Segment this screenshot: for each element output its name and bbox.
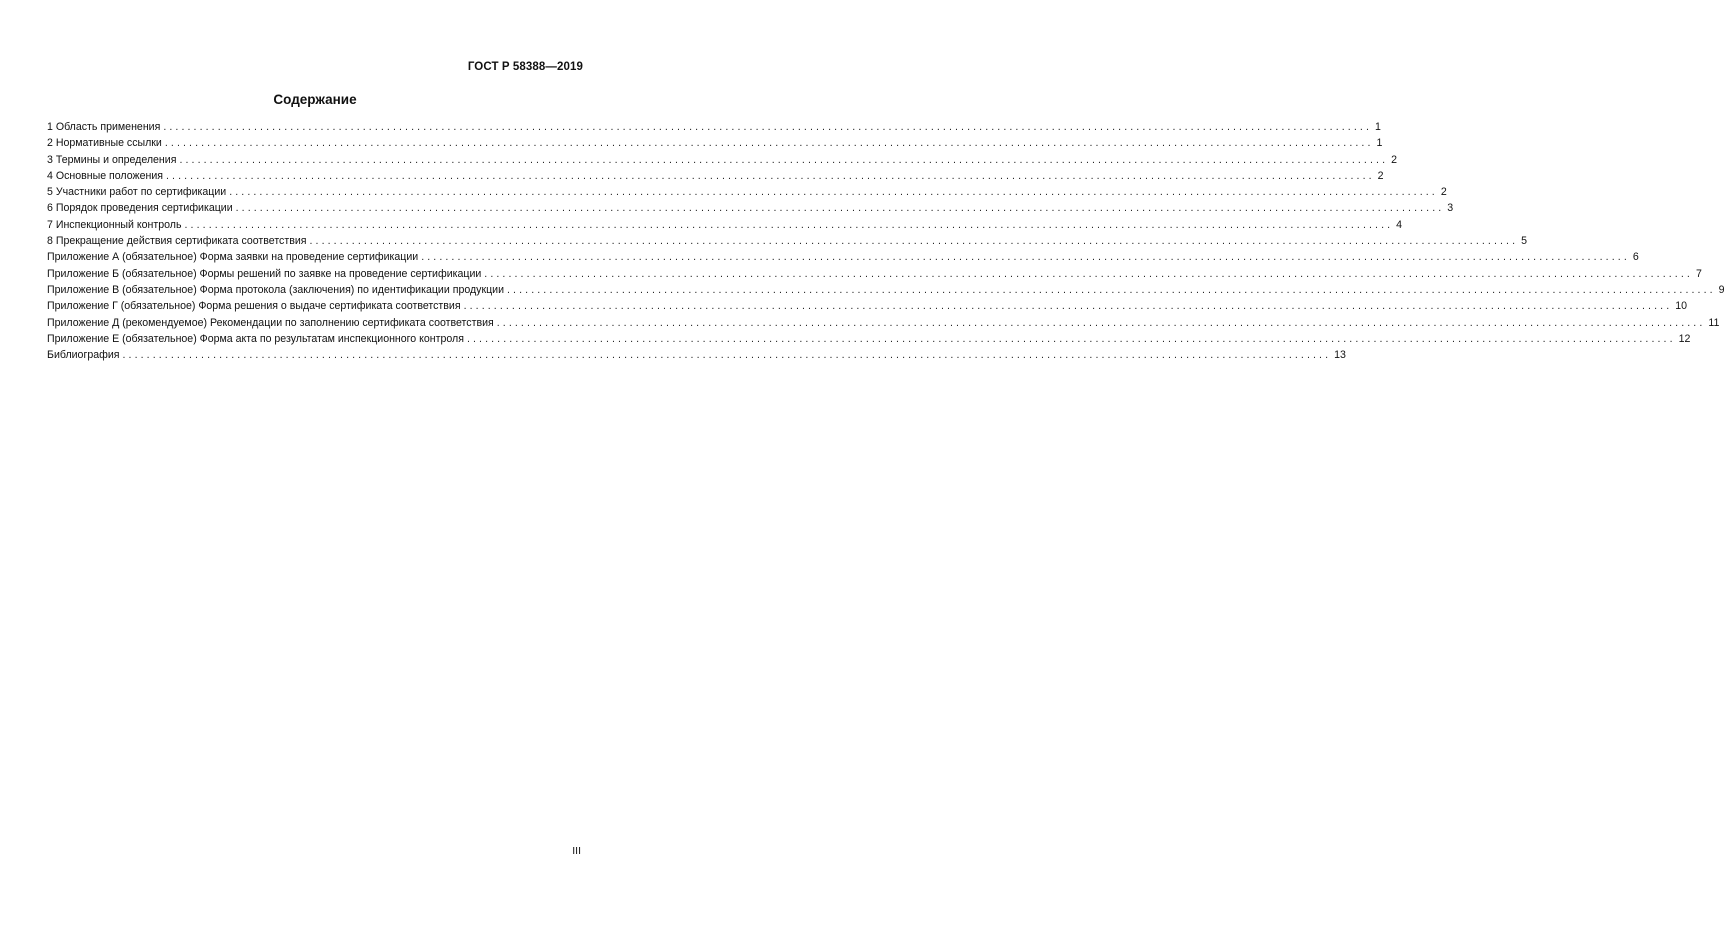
toc-entry[interactable] bbox=[47, 347, 1346, 363]
toc-entry-label: 1 Область применения bbox=[47, 121, 161, 133]
toc-leader-dots: ........................................................................................................................................................................................................ bbox=[421, 251, 1630, 264]
toc-entry-label: 5 Участники работ по сертификации bbox=[47, 186, 227, 199]
toc-title: Содержание bbox=[273, 92, 357, 107]
table-of-contents bbox=[47, 119, 1725, 363]
toc-entry[interactable] bbox=[47, 184, 1447, 200]
toc-entry-label: 2 Нормативные ссылки bbox=[47, 137, 162, 150]
toc-entry-label: Приложение Б (обязательное) Формы решений по заявке на проведение сертификации bbox=[47, 267, 482, 280]
toc-leader-dots: ........................................................................................................................................................................................................ bbox=[507, 283, 1716, 296]
toc-leader-dots: ........................................................................................................................................................................................................ bbox=[122, 349, 1332, 362]
toc-leader-dots: ........................................................................................................................................................................................................ bbox=[463, 300, 1673, 313]
toc-entry-label: Приложение В (обязательное) Форма протокола (заключения) по идентификации продукции bbox=[47, 283, 505, 296]
toc-leader-dots: ........................................................................................................................................................................................................ bbox=[496, 316, 1706, 329]
toc-entry-page: 4 bbox=[1396, 218, 1403, 231]
toc-leader-dots: ........................................................................................................................................................................................................ bbox=[163, 121, 1372, 133]
toc-entry-page: 2 bbox=[1377, 169, 1384, 182]
toc-entry-label: 6 Порядок проведения сертификации bbox=[47, 202, 233, 215]
toc-entry-page: 5 bbox=[1521, 235, 1528, 248]
toc-leader-dots: ........................................................................................................................................................................................................ bbox=[466, 332, 1676, 345]
toc-entry-page: 3 bbox=[1447, 202, 1454, 215]
toc-entry-label: Приложение А (обязательное) Форма заявки на проведение сертификации bbox=[47, 251, 419, 264]
toc-entry-page: 7 bbox=[1695, 267, 1702, 280]
toc-entry-label: Приложение Г (обязательное) Форма решения о выдаче сертификата соответствия bbox=[47, 300, 461, 313]
toc-entry[interactable] bbox=[47, 168, 1384, 184]
page-number: III bbox=[572, 845, 581, 857]
toc-entry-label: 3 Термины и определения bbox=[47, 153, 177, 166]
toc-leader-dots: ........................................................................................................................................................................................................ bbox=[184, 218, 1394, 231]
toc-entry-page: 1 bbox=[1376, 137, 1383, 150]
toc-entry[interactable] bbox=[47, 249, 1639, 265]
toc-entry-page: 9 bbox=[1718, 283, 1725, 296]
toc-entry-label: Приложение Е (обязательное) Форма акта по результатам инспекционного контроля bbox=[47, 332, 464, 345]
toc-entry-page: 2 bbox=[1391, 153, 1398, 166]
toc-entry[interactable] bbox=[47, 266, 1702, 282]
toc-entry[interactable] bbox=[47, 217, 1403, 233]
toc-entry-label: Библиография bbox=[47, 349, 120, 362]
toc-entry-page: 13 bbox=[1334, 349, 1346, 362]
toc-entry-page: 2 bbox=[1440, 186, 1447, 199]
toc-leader-dots: ........................................................................................................................................................................................................ bbox=[484, 267, 1693, 280]
toc-entry-label: 7 Инспекционный контроль bbox=[47, 218, 182, 231]
toc-entry-label: Приложение Д (рекомендуемое) Рекомендации по заполнению сертификата соответствия bbox=[47, 316, 494, 329]
document-code: ГОСТ Р 58388—2019 bbox=[467, 61, 583, 73]
toc-entry-page: 6 bbox=[1632, 251, 1639, 264]
toc-entry[interactable] bbox=[47, 331, 1691, 347]
toc-entry-page: 12 bbox=[1678, 332, 1691, 345]
toc-leader-dots: ........................................................................................................................................................................................................ bbox=[164, 137, 1374, 150]
toc-entry-label: 4 Основные положения bbox=[47, 169, 163, 182]
toc-leader-dots: ........................................................................................................................................................................................................ bbox=[235, 202, 1445, 215]
toc-entry[interactable] bbox=[47, 152, 1398, 168]
toc-entry-page: 1 bbox=[1374, 121, 1381, 133]
toc-entry[interactable] bbox=[47, 298, 1688, 314]
toc-leader-dots: ........................................................................................................................................................................................................ bbox=[179, 153, 1389, 166]
toc-entry[interactable] bbox=[47, 282, 1725, 298]
toc-leader-dots: ........................................................................................................................................................................................................ bbox=[229, 186, 1438, 199]
toc-leader-dots: ........................................................................................................................................................................................................ bbox=[309, 235, 1519, 248]
toc-entry-page: 11 bbox=[1708, 316, 1720, 329]
toc-entry-page: 10 bbox=[1675, 300, 1688, 313]
toc-entry[interactable] bbox=[47, 119, 1381, 135]
toc-entry[interactable] bbox=[47, 233, 1528, 249]
toc-leader-dots: ........................................................................................................................................................................................................ bbox=[166, 169, 1375, 182]
toc-entry[interactable] bbox=[47, 315, 1720, 331]
toc-entry[interactable] bbox=[47, 135, 1383, 151]
toc-entry-label: 8 Прекращение действия сертификата соответствия bbox=[47, 235, 307, 248]
toc-entry[interactable] bbox=[47, 200, 1454, 216]
